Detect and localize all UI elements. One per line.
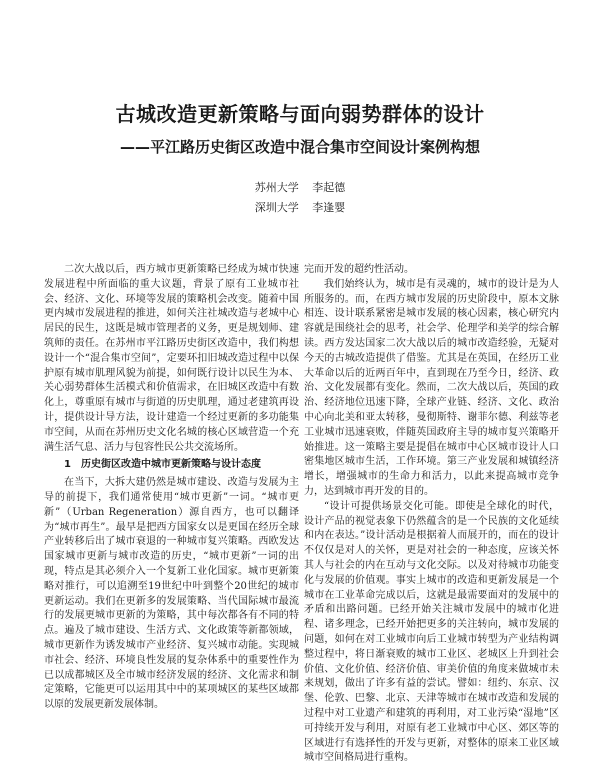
body-paragraph: “设计可提供场景交化可能。即使是全球化的时代，设计产品的视觉表象下仍然蕴含的是一个民族的文化延续和内在表达。”设计活动是根据着人而展开的，而在的设计不仅仅是对人的关怀，更是对社会的一种态度，应该关怀其人与社会的内在互动与文化交际。以及对待城市功能变化与发展的价值观。事实上城市的改造和更新发展是一个城市在工业革命完成以后，这就是最需要面对的发展中的矛盾和出路问题。已经开始关注城市发展中的城市化进程、诸多理念，已经开始把更多的关注转向，城市发展的问题，如何在对工业城市向后工业城市转型为产业结构调整过程中，将日渐衰败的城市工业区、老城区上升到社会价值、文化价值、经济价值、审美价值的角度来做城市未来规划，做出了许多有益的尝试。譬如：纽约、东京、汉堡、伦敦、巴黎、北京、天津等城市在城市改造和发展的过程中对工业遗产和建筑的再利用，对工业污染“湿地”区可持续开发与利用，对原有老工业城市中心区、郊区等的区域进行有选择性的开发与更新，对整体的原来工业区域城市空间格局进行重构。 bbox=[304, 500, 559, 764]
paper-subtitle: ——平江路历史街区改造中混合集市空间设计案例构想 bbox=[119, 138, 480, 156]
author-block bbox=[0, 178, 600, 218]
author-name: 李逢婴 bbox=[312, 201, 346, 214]
right-column bbox=[304, 263, 559, 766]
continued-paragraph: 完而开发的超约性活动。 bbox=[304, 264, 414, 275]
left-column bbox=[44, 263, 299, 713]
author-affiliation: 深圳大学 bbox=[254, 201, 299, 214]
intro-paragraph: 二次大战以后，西方城市更新策略已经成为城市快速发展进程中所面临的重大议题，背景了原有工业城市社会、经济、文化、环境等发展的策略机会改变。随着中国更内城市发展进程的推进，如何关注社城改造与老城中心居民的民生，这既是城市管理者的义务，更是规划师、建筑师的责任。在苏州市平江路历史街区改造中，我们构想设计一个“混合集市空间”，定要环扣旧城改造过程中以保护原有城市肌理风貌为前提，如何既行设计以民生为本、关心弱势群体生活模式和价值需求，在旧城区改造中有数化上，尊重原有城市与街道的历史肌理，通过老建筑再设计，提供设计导方法，设计建造一个经过更新的多功能集市空间，从而在苏州历史文化名城的核心区域营造一个充满生活气息、活力与包容性民公共交流场所。 bbox=[44, 264, 299, 453]
body-paragraph: 在当下，大拆大建仍然是城市建设、改造与发展为主导的前提下，我们通常使用“城市更新”一词。“城市更新”（Urban Regeneration）源自西方，也可以翻译为“城市再生”。最早是把西方国家女以是更国在经历全球产业转移后出了城市衰退的一种城市复兴策略。西欧发达国家城市更新与城市改造的历史，“城市更新”一词的出现，特点是其必须介入一个复新工业化国家。城市更新策略对推行，可以追溯至19世纪中叶到整个20世纪的城市更新运动。我们在更新多的发展策略、当代国际城市最流行的发展更城市更新的为策略，其中每次都各有不同的特点。遍及了城市建设、生活方式、文化政策等新都领域，城市更新作为诱发城市产业经济、复兴城市动能。实现城市社会、经济、环境良性发展的复杂体系中的重要性作为已以成都城区及全市城市经济发展的经济、文化需求和制定策略，它能更可以运用其中中的某项城区的某些区域都以原的发展更新发展体制。 bbox=[44, 477, 299, 711]
author-name: 李起德 bbox=[312, 181, 346, 194]
body-paragraph: 我们始终认为，城市是有灵魂的，城市的设计是为人所服务的。而，在西方城市发展的历史阶段中，原本文脉相连、设计联系紧密是城市发展的核心因素，核心研究内容就是围绕社会的思考，社会学、伦理学和美学的综合解读。西方发达国家二次大战以后的城市改造经验，无疑对今天的古城改造提供了借鉴。尤其是在英国，在经历工业大革命以后的近两百年中，直到现在乃至今日，经济、政治、文化发展都有变化。然而，二次大战以后，英国的政治、经济地位迅速下降，全球产业链、经济、文化、政治中心向北美和亚太转移，曼彻斯特、谢菲尔德、利兹等老工业城市迅速衰败，伴随英国政府主导的城市复兴策略开始推进。这一策略主要是提倡在城市中心区城市设计人口密集地区城市生活，工作环境。第三产业发展和城镇经济增长，增强城市的生命力和活力，以此来提高城市竞争力，达到城市再开发的目的。 bbox=[304, 278, 559, 497]
author-line bbox=[0, 178, 600, 198]
author-affiliation: 苏州大学 bbox=[254, 181, 299, 194]
section-heading: 1 历史街区改造中城市更新策略与设计态度 bbox=[64, 459, 261, 471]
paper-title: 古城改造更新策略与面向弱势群体的设计 bbox=[115, 102, 485, 126]
author-line bbox=[0, 198, 600, 218]
